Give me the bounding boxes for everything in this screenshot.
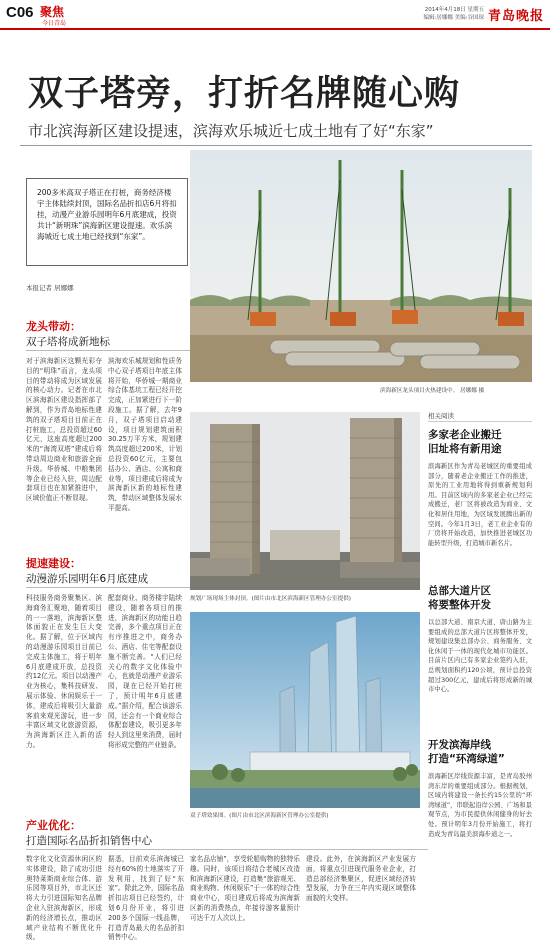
section-sub-2: 动漫游乐园明年6月底建成 <box>26 573 149 585</box>
section-tag-1: 龙头带动： <box>26 320 81 333</box>
twin-towers-illustration <box>190 412 420 590</box>
issue-editor: 编辑:居娜娜 美编:谷国琛 <box>423 15 484 21</box>
section-tag-2: 提速建设： <box>26 557 81 570</box>
section-2-col-1: 科技服务商务聚集区、滨海商务汇聚地，随着项目的一一落地，滨海新区整体面貌正在发生巨大变化。据了解，位于区域内的动漫游乐园项目目前已完成主体施工，将于明年6月底建成开放，总投资约12亿元。项目以动漫产业为核心，集科技研发、展示体验、休闲娱乐于一体，建成后将吸引大量游客前来观光游玩，进一步丰富区域文化旅游资源，为滨海新区注入新的活力。 <box>26 594 102 749</box>
construction-site-photo <box>190 150 532 382</box>
twin-towers-photo <box>190 412 420 590</box>
sidebar-head-3: 开发滨海岸线 打造“环湾绿道” <box>428 739 505 765</box>
byline: 本报记者 居娜娜 <box>26 284 74 292</box>
photo-3-caption: 双子塔效果图。(图片由市北区滨海新区管理办公室提供) <box>190 813 329 819</box>
rendering-illustration <box>190 612 420 808</box>
section-3-col-3: 家名品店铺”，享受轮船购物的独特乐趣。同时，该项目将结合老城区改造和滨海新区建设，打造集“旅游观光、商业购物、休闲娱乐”于一体的综合性商业中心，项目建成后将成为滨海新区新的消费热点，年接待游客量预计可达千万人次以上。 <box>190 855 300 922</box>
sidebar-body-2: 以总部大道、南京大道、唐山路为主要组成的总部大道片区将整体开发，规划建设集总部办公、商务服务、文化休闲于一体的现代化城市功能区。目前片区内已有多家企业签约入驻，总规划面积约120公顷，预计总投资超过300亿元，建成后将形成新的城市中心。 <box>428 619 532 694</box>
section-2-col-2: 配套商业、商务楼宇陆续建设，随着各项目的推进，滨海新区的功能日趋完善，多个重点项目正在有序推进之中，商务办公、酒店、住宅等配套设施不断完善。“人们已经关心的数字文化体验中心，也就是动漫产业游乐园，现在已经开始打桩了，预计明年6月底建成。”据介绍，配合该游乐园，还会有一个商业综合体配套建设，吸引更多年轻人到这里来消费，届时将形成完整的产业链条。 <box>108 594 182 749</box>
section-rule-2 <box>26 587 190 588</box>
section-3-col-2: 据悉，目前欢乐滨海城已经有60%的土地落实了开发利用，找到了好“东家”。除此之外，国际名品折扣店项目已经签约，计划6月份开业，将引进200多个国际一线品牌，打造青岛最大的名品折扣销售中心。 <box>108 855 184 942</box>
page-number: C06 <box>6 4 34 21</box>
headline-rule <box>20 145 532 146</box>
section-rule-3 <box>26 849 428 850</box>
sidebar-rule <box>428 421 532 422</box>
sidebar-body-1: 滨海新区作为青岛老城区的重要组成部分，随着老企业搬迁工作的推进，原先的工业用地将得到重新规划利用。目前区域内的多家老企业已经完成搬迁，老厂区将被改造为商业、文化和居住用地，为区域发展腾出新的空间。今年1月3日，老工业企业有的厂房将开始改造，加快推进老城区功能转型升级，打造城市新名片。 <box>428 463 532 547</box>
sidebar-head-1: 多家老企业搬迁 旧址将有新用途 <box>428 429 502 455</box>
section-tag-3: 产业优化： <box>26 819 81 832</box>
intro-box: 200多米高双子塔正在打桩，商务经济楼宇主体陆续封顶，国际名品折扣店6月将扣挂，动漫产业游乐园明年6月底建成，投资共计“新明珠”滨海新区建设提速。欢乐滨海城近七成土地已经找到“东家”。 <box>26 178 188 266</box>
section-sub-3: 打造国际名品折扣销售中心 <box>26 835 152 847</box>
issue-info <box>424 6 484 22</box>
paper-logo: 青岛晚报 <box>487 9 544 24</box>
section-title: 聚焦 <box>40 5 65 19</box>
section-3-col-4: 建设。此外，在滨海新区产业发展方面，将重点引进现代服务业企业，打造总部经济集聚区，促进区域经济转型发展，力争在三年内实现区域整体面貌的大变样。 <box>306 855 416 903</box>
section-3-col-1: 数字化文化资源休闲区的实体建设，除了成功引进奥特莱斯商业综合体、游乐园等项目外，市北区还将大力引进国际知名品牌企业入驻滨海新区，形成新的经济增长点，推动区域产业结构不断优化升级。 <box>26 855 102 942</box>
issue-date: 2014年4月18日 星期五 <box>424 7 484 13</box>
section-1-col-2: 滨海欢乐城规划和性质务中心双子塔项目年底主体将开始，华侨城一期商业综合体基坑工程已经开挖完成，正加紧进行下一阶段施工。据了解，去年9月，双子塔项目启动建设，项目规划建筑面积30.25万平方米，规划建筑高度超过200米，计划总投资60亿元，主要包括办公、酒店、公寓和商业等，项目建成后将成为滨海新区新的地标性建筑，带动区域整体发展水平提高。 <box>108 357 182 512</box>
photo-1-caption: 滨海新区龙头项目火热建设中。 居娜娜 摄 <box>380 388 485 394</box>
sidebar-body-3: 滨海新区岸线资源丰富，是青岛胶州湾东岸的重要组成部分。根据规划，区域内将建设一条长约15公里的“环湾绿道”，串联起沿岸公园、广场和景观节点，为市民提供休闲健身的好去处。预计明年3月份开始施工，将打造成为青岛最美滨海步道之一。 <box>428 773 533 838</box>
section-1-col-1: 对于滨海新区这颗光彩夺目的“明珠”而言，龙头项目的带动将成为区域发展的核心动力。记者在市北区滨海新区建设指挥部了解到，作为青岛地标性建筑的双子塔项目目前正在打桩施工，总投资超过60亿元，这座高度超过200米的“海湾双塔”建成后将带动周边商业和旅游全面升级。华侨城、中粮集团等企业已经入驻，周边配套项目也在加紧推进中，区域价值正不断显现。 <box>26 357 102 503</box>
headline: 双子塔旁，打折名牌随心购 <box>28 74 461 114</box>
related-reading-label: 相关阅读 <box>428 412 454 420</box>
rendering-photo <box>190 612 420 808</box>
subheadline: 市北滨海新区建设提速，滨海欢乐城近七成土地有了好“东家” <box>28 122 434 140</box>
photo-2-caption: 规划广场现场主体封顶。(图片由市北区滨海新区管理办公室提供) <box>190 596 351 602</box>
masthead <box>0 0 550 30</box>
construction-site-illustration <box>190 150 532 382</box>
section-sub-1: 双子塔将成新地标 <box>26 336 110 348</box>
section-rule-1 <box>26 350 190 351</box>
section-subtitle: 今日青岛 <box>42 20 67 27</box>
sidebar-head-2: 总部大道片区 将要整体开发 <box>428 585 491 611</box>
